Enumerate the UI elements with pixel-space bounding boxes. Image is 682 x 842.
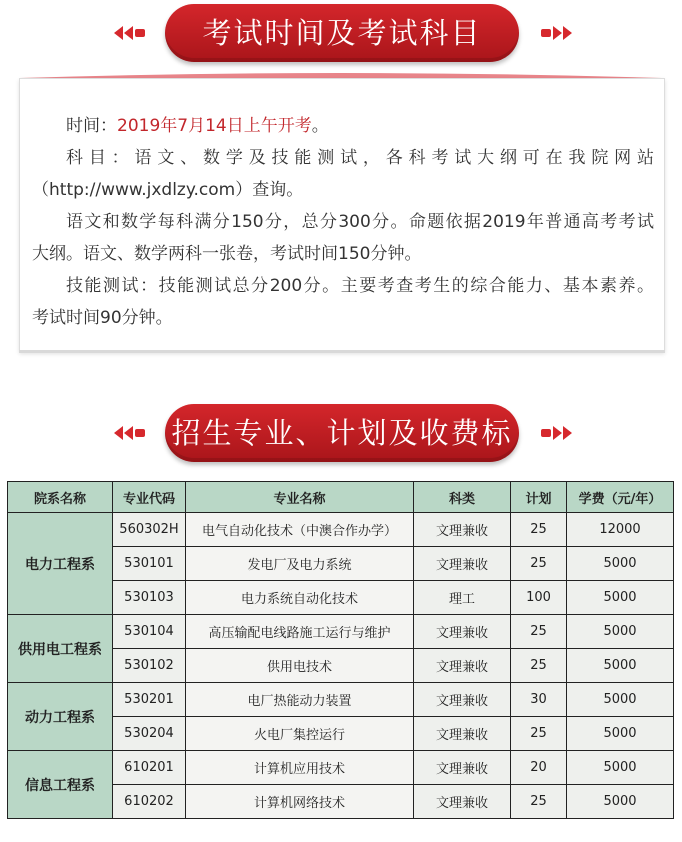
department-cell: 信息工程系 (8, 751, 113, 819)
category-cell: 文理兼收 (414, 751, 511, 785)
code-cell: 530201 (113, 683, 186, 717)
double-arrow-right-icon (538, 424, 572, 442)
category-cell: 理工 (414, 581, 511, 615)
major-cell: 计算机应用技术 (186, 751, 414, 785)
tuition-cell: 12000 (567, 513, 674, 547)
category-cell: 文理兼收 (414, 717, 511, 751)
major-cell: 高压输配电线路施工运行与维护 (186, 615, 414, 649)
department-cell: 动力工程系 (8, 683, 113, 751)
col-header-code: 专业代码 (113, 482, 186, 513)
major-cell: 发电厂及电力系统 (186, 547, 414, 581)
exam-time-label: 时间： (66, 116, 117, 136)
tuition-cell: 5000 (567, 751, 674, 785)
exam-time-value: 2019年7月14日上午开考 (117, 116, 312, 136)
col-header-major: 专业名称 (186, 482, 414, 513)
table-row (8, 683, 674, 717)
major-cell: 火电厂集控运行 (186, 717, 414, 751)
skills-line-1: 技能测试：技能测试总分200分。主要考查考生的综合能力、基本素养。 (66, 276, 654, 296)
tuition-cell: 5000 (567, 615, 674, 649)
code-cell: 530102 (113, 649, 186, 683)
section1-header (0, 4, 682, 70)
code-cell: 560302H (113, 513, 186, 547)
plan-cell: 25 (511, 513, 567, 547)
code-cell: 530103 (113, 581, 186, 615)
tuition-cell: 5000 (567, 683, 674, 717)
department-cell: 供用电工程系 (8, 615, 113, 683)
col-header-category: 科类 (414, 482, 511, 513)
col-header-tuition: 学费（元/年） (567, 482, 674, 513)
subjects-line-1: 科目：语文、数学及技能测试，各科考试大纲可在我院网站 (66, 148, 654, 168)
major-cell: 电力系统自动化技术 (186, 581, 414, 615)
tuition-cell: 5000 (567, 581, 674, 615)
section2-title: 招生专业、计划及收费标 (165, 404, 519, 462)
plan-cell: 25 (511, 649, 567, 683)
category-cell: 文理兼收 (414, 683, 511, 717)
major-cell: 电厂热能动力装置 (186, 683, 414, 717)
code-cell: 610202 (113, 785, 186, 819)
exam-time-end: 。 (311, 116, 329, 136)
plan-cell: 100 (511, 581, 567, 615)
plan-cell: 25 (511, 547, 567, 581)
table-header-row (8, 482, 674, 513)
category-cell: 文理兼收 (414, 615, 511, 649)
tuition-cell: 5000 (567, 717, 674, 751)
col-header-department: 院系名称 (8, 482, 113, 513)
category-cell: 文理兼收 (414, 513, 511, 547)
category-cell: 文理兼收 (414, 649, 511, 683)
section2-header (0, 404, 682, 470)
code-cell: 530204 (113, 717, 186, 751)
tuition-cell: 5000 (567, 649, 674, 683)
category-cell: 文理兼收 (414, 785, 511, 819)
code-cell: 530101 (113, 547, 186, 581)
tuition-cell: 5000 (567, 547, 674, 581)
major-cell: 电气自动化技术（中澳合作办学） (186, 513, 414, 547)
plan-cell: 25 (511, 615, 567, 649)
card-shadow-divider (19, 350, 665, 353)
category-cell: 文理兼收 (414, 547, 511, 581)
plan-cell: 25 (511, 785, 567, 819)
plan-cell: 25 (511, 717, 567, 751)
table-row (8, 513, 674, 547)
department-cell: 电力工程系 (8, 513, 113, 615)
code-cell: 610201 (113, 751, 186, 785)
skills-line-2: 考试时间90分钟。 (32, 308, 173, 328)
col-header-plan: 计划 (511, 482, 567, 513)
admission-plan-table (7, 481, 674, 819)
major-cell: 计算机网络技术 (186, 785, 414, 819)
double-arrow-right-icon (538, 24, 572, 42)
double-arrow-left-icon (114, 424, 148, 442)
exam-info-card (19, 78, 665, 352)
scores-line-2: 大纲。语文、数学两科一张卷，考试时间150分钟。 (32, 244, 422, 264)
major-cell: 供用电技术 (186, 649, 414, 683)
tuition-cell: 5000 (567, 785, 674, 819)
plan-cell: 30 (511, 683, 567, 717)
table-row (8, 751, 674, 785)
scores-line-1: 语文和数学每科满分150分，总分300分。命题依据2019年普通高考考试 (66, 212, 654, 232)
subjects-line-2: （http://www.jxdlzy.com）查询。 (32, 180, 304, 200)
plan-cell: 20 (511, 751, 567, 785)
section1-title: 考试时间及考试科目 (165, 4, 519, 62)
table-row (8, 615, 674, 649)
exam-time-line (32, 110, 654, 142)
double-arrow-left-icon (114, 24, 148, 42)
code-cell: 530104 (113, 615, 186, 649)
